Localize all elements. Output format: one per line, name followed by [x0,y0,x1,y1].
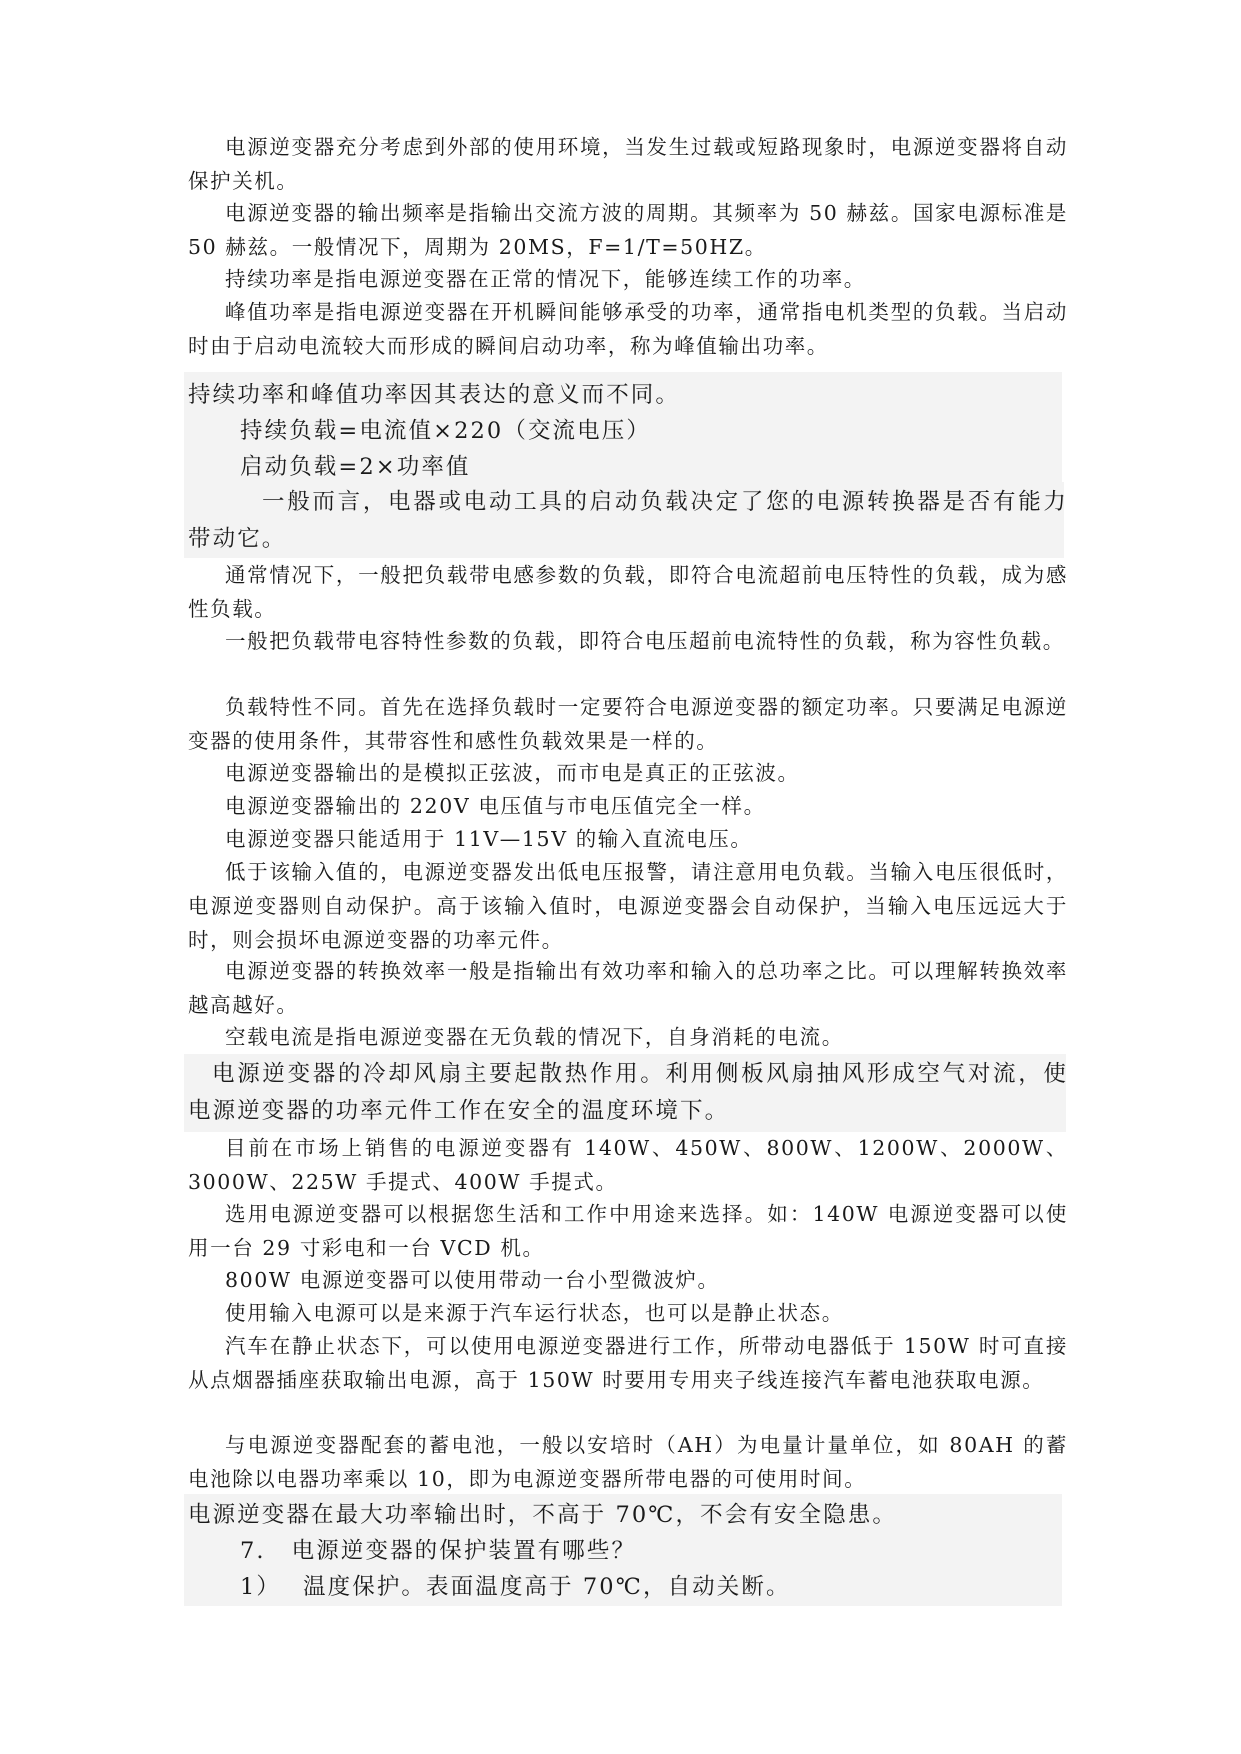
list-number: 7. [240,1538,266,1564]
list-number: 1） [240,1574,282,1600]
paragraph: 通常情况下，一般把负载带电感参数的负载，即符合电流超前电压特性的负载，成为感性负载。 [188,563,1068,621]
paragraph: 与电源逆变器配套的蓄电池，一般以安培时（AH）为电量计量单位，如 80AH 的蓄电池除以电器功率乘以 10，即为电源逆变器所带电器的可使用时间。 [188,1433,1068,1491]
paragraph: 电源逆变器的冷却风扇主要起散热作用。利用侧板风扇抽风形成空气对流，使电源逆变器的功率元件工作在安全的温度环境下。 [188,1061,1068,1124]
paragraph: 目前在市场上销售的电源逆变器有 140W、450W、800W、1200W、2000W、3000W、225W 手提式、400W 手提式。 [188,1136,1068,1194]
paragraph: 使用输入电源可以是来源于汽车运行状态，也可以是静止状态。 [225,1301,844,1325]
formula-line: 启动负载=2×功率值 [240,454,471,480]
list-text: 温度保护。表面温度高于 70℃，自动关断。 [303,1574,791,1600]
paragraph: 持续功率和峰值功率因其表达的意义而不同。 [188,382,681,408]
paragraph: 电源逆变器输出的是模拟正弦波，而市电是真正的正弦波。 [225,761,800,785]
list-item [240,1569,791,1601]
paragraph: 负载特性不同。首先在选择负载时一定要符合电源逆变器的额定功率。只要满足电源逆变器的使用条件，其带容性和感性负载效果是一样的。 [188,695,1068,753]
paragraph: 峰值功率是指电源逆变器在开机瞬间能够承受的功率，通常指电机类型的负载。当启动时由于启动电流较大而形成的瞬间启动功率，称为峰值输出功率。 [188,300,1068,358]
numbered-heading [240,1533,636,1565]
paragraph: 电源逆变器只能适用于 11V—15V 的输入直流电压。 [225,827,753,851]
paragraph: 持续功率是指电源逆变器在正常的情况下，能够连续工作的功率。 [225,267,866,291]
paragraph: 汽车在静止状态下，可以使用电源逆变器进行工作，所带动电器低于 150W 时可直接从点烟器插座获取输出电源，高于 150W 时要用专用夹子线连接汽车蓄电池获取电源。 [188,1334,1068,1392]
paragraph: 一般而言，电器或电动工具的启动负载决定了您的电源转换器是否有能力带动它。 [188,489,1068,552]
paragraph: 一般把负载带电容特性参数的负载，即符合电压超前电流特性的负载，称为容性负载。 [225,629,1065,653]
paragraph: 电源逆变器的输出频率是指输出交流方波的周期。其频率为 50 赫兹。国家电源标准是 50 赫兹。一般情况下，周期为 20MS，F=1/T=50HZ。 [188,201,1068,259]
paragraph: 空载电流是指电源逆变器在无负载的情况下，自身消耗的电流。 [225,1025,844,1049]
formula-line: 持续负载=电流值×220（交流电压） [240,418,651,444]
list-text: 电源逆变器的保护装置有哪些？ [291,1538,637,1564]
paragraph: 电源逆变器的转换效率一般是指输出有效功率和输入的总功率之比。可以理解转换效率越高越好。 [188,959,1068,1017]
paragraph: 选用电源逆变器可以根据您生活和工作中用途来选择。如：140W 电源逆变器可以使用一台 29 寸彩电和一台 VCD 机。 [188,1202,1068,1260]
paragraph: 电源逆变器在最大功率输出时，不高于 70℃，不会有安全隐患。 [188,1502,897,1528]
paragraph: 电源逆变器输出的 220V 电压值与市电压值完全一样。 [225,794,766,818]
paragraph: 电源逆变器充分考虑到外部的使用环境，当发生过载或短路现象时，电源逆变器将自动保护关机。 [188,135,1068,193]
paragraph: 800W 电源逆变器可以使用带动一台小型微波炉。 [225,1268,720,1292]
paragraph: 低于该输入值的，电源逆变器发出低电压报警，请注意用电负载。当输入电压很低时，电源逆变器则自动保护。高于该输入值时，电源逆变器会自动保护，当输入电压远远大于时，则会损坏电源逆变器的功率元件。 [188,860,1068,952]
